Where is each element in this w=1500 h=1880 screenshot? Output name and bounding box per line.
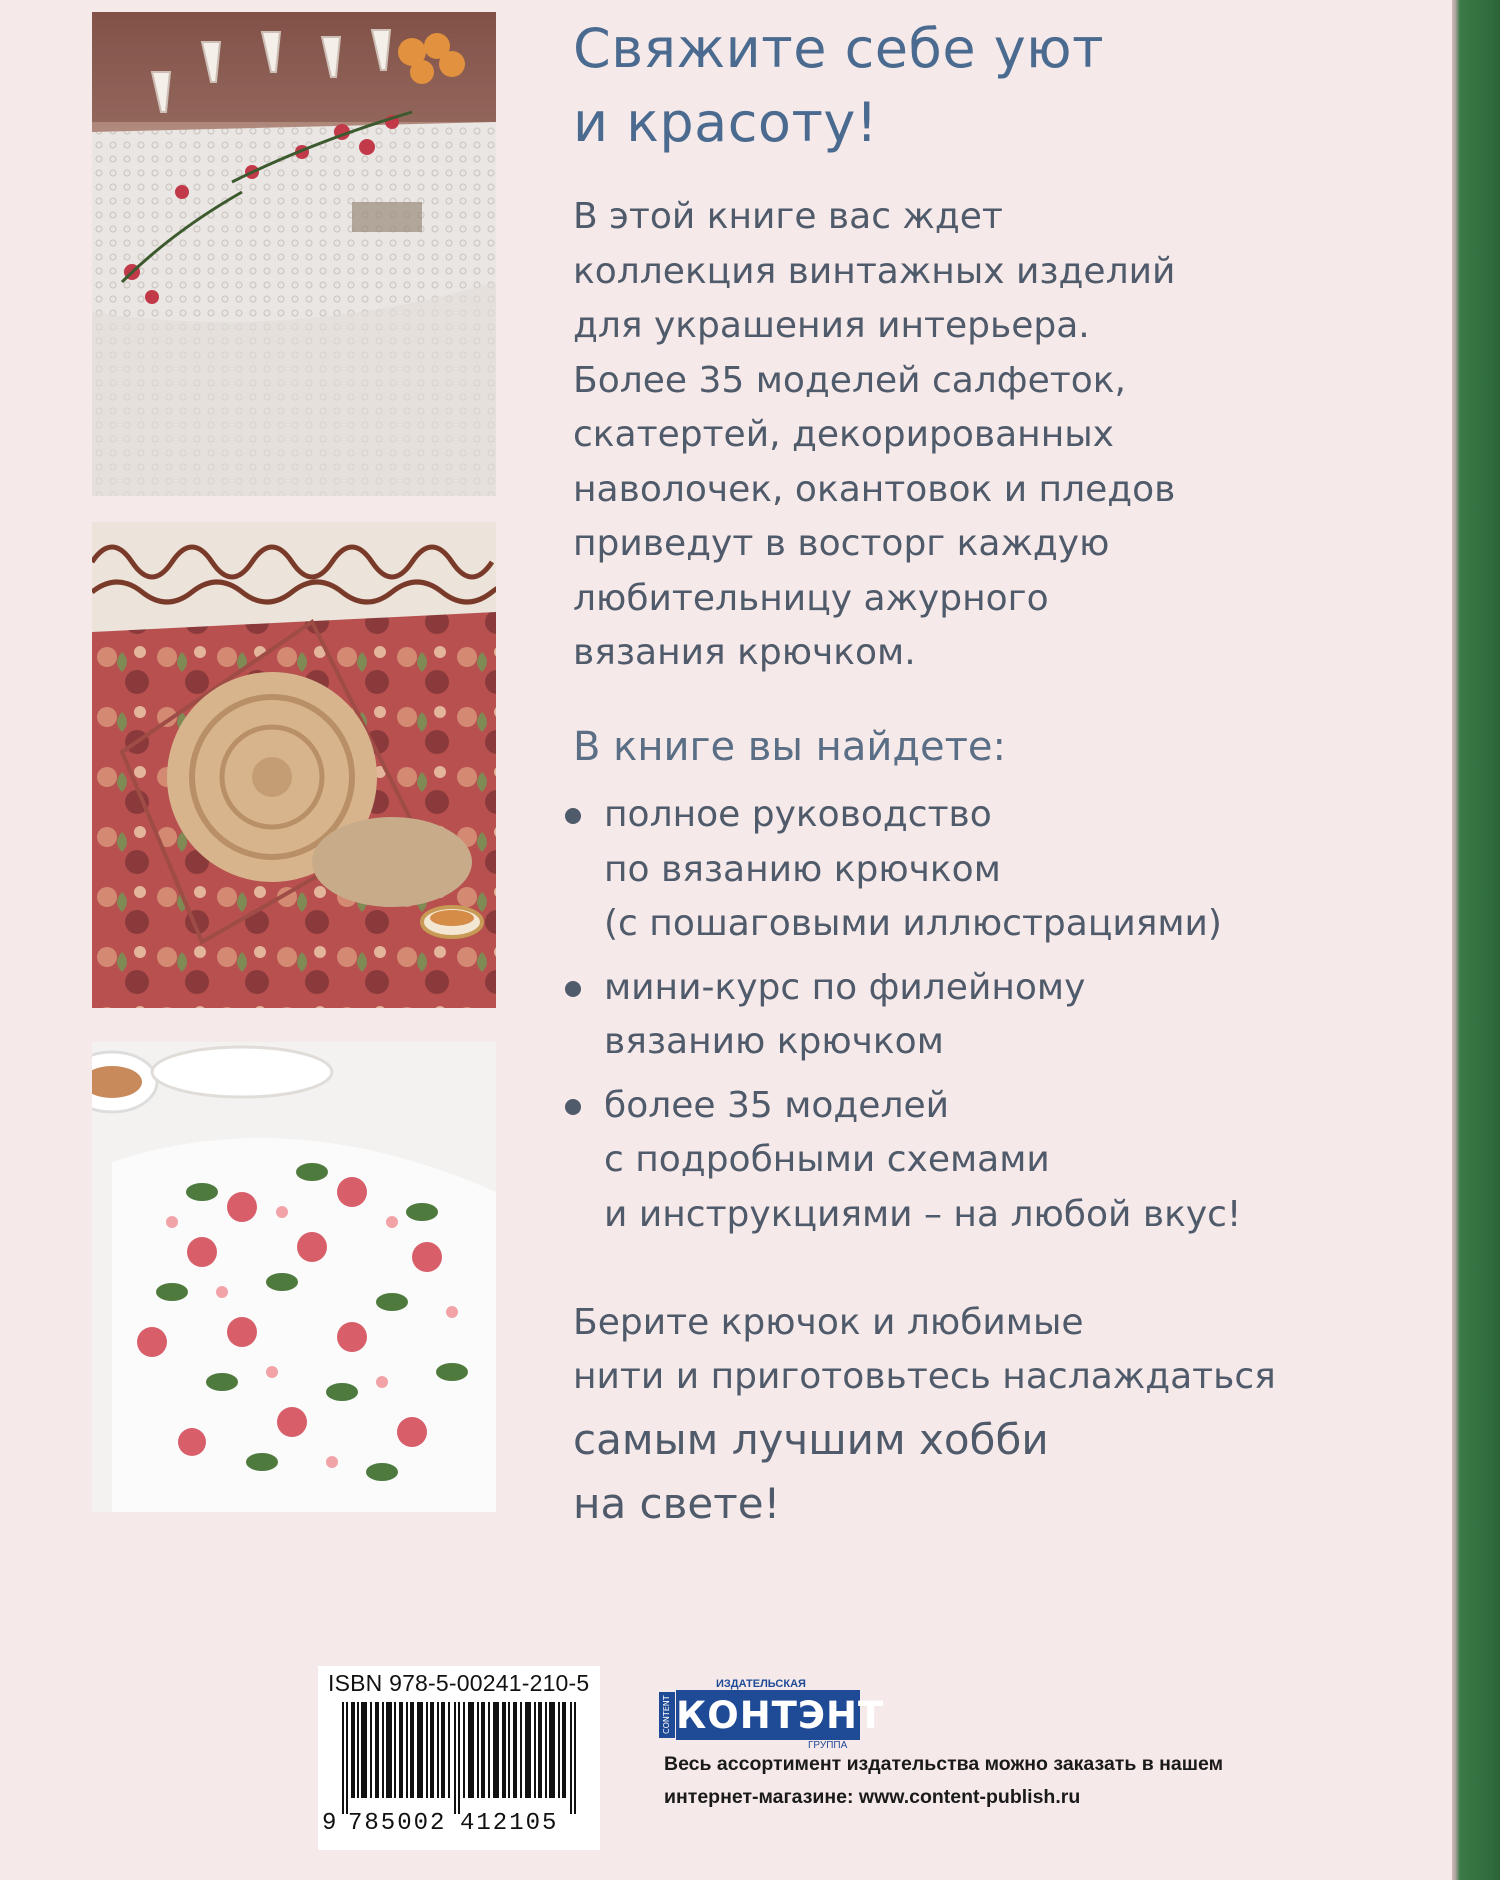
intro-line: для украшения интерьера. — [573, 305, 1090, 346]
intro-line: приведут в восторг каждую — [573, 523, 1110, 564]
barcode-block — [318, 1666, 600, 1850]
closing-line1: Берите крючок и любимые — [573, 1302, 1084, 1343]
photo-pillows — [92, 522, 496, 1008]
intro-line: любительницу ажурного — [573, 577, 1049, 619]
intro-line: Более 35 моделей салфеток, — [573, 359, 1126, 401]
list-item-line: полное руководство — [604, 794, 992, 835]
logo-name: КОНТЭНТ — [676, 1690, 860, 1740]
isbn-text: ISBN 978-5-00241-210-5 — [328, 1670, 590, 1696]
intro-line: вязания крючком. — [573, 632, 916, 673]
intro-line: скатертей, декорированных — [573, 414, 1114, 455]
bullet-icon — [565, 808, 581, 824]
features-list — [560, 788, 1241, 1242]
order-info — [664, 1748, 1223, 1814]
list-item-line: более 35 моделей — [604, 1084, 950, 1126]
logo-bottom-text: ГРУППА — [808, 1740, 848, 1751]
headline-line1: Свяжите себе уют — [573, 17, 1105, 80]
logo-top-text: ИЗДАТЕЛЬСКАЯ — [716, 1678, 806, 1690]
ean-left-group: 785002 — [348, 1810, 447, 1837]
headline — [573, 12, 1433, 160]
ean-first-digit: 9 — [322, 1810, 339, 1837]
closing-line4: на свете! — [573, 1479, 781, 1528]
list-item-line: (с пошаговыми иллюстрациями) — [604, 903, 1222, 944]
list-item-line: по вязанию крючком — [604, 848, 1001, 890]
list-item-line: вязанию крючком — [604, 1021, 944, 1062]
list-item — [560, 961, 1241, 1070]
logo-vertical-text: CONTENT — [659, 1692, 675, 1738]
list-item-line: и инструкциями – на любой вкус! — [604, 1193, 1242, 1235]
bullet-icon — [565, 981, 581, 997]
list-item-line: мини-курс по филейному — [604, 966, 1086, 1008]
ean-right-group: 412105 — [460, 1810, 559, 1837]
intro-line: коллекция винтажных изделий — [573, 250, 1176, 292]
closing-line2: нити и приготовьтесь наслаждаться — [573, 1356, 1276, 1397]
intro-paragraph — [573, 190, 1473, 681]
intro-line: наволочек, окантовок и пледов — [573, 468, 1176, 510]
publisher-logo — [660, 1678, 885, 1751]
order-info-line2: интернет-магазине: www.content-publish.ru — [664, 1786, 1081, 1808]
intro-line: В этой книге вас ждет — [573, 196, 1003, 237]
barcode — [342, 1702, 578, 1814]
closing-line3: самым лучшим хобби — [573, 1415, 1049, 1464]
order-info-line1: Весь ассортимент издательства можно заказать в нашем — [664, 1753, 1224, 1775]
find-heading: В книге вы найдете: — [573, 724, 1006, 770]
photo-tablecloth — [92, 12, 496, 496]
list-item — [560, 1079, 1241, 1243]
bullet-icon — [565, 1099, 581, 1115]
photo-rose-doily — [92, 1042, 496, 1512]
list-item-line: с подробными схемами — [604, 1139, 1050, 1180]
headline-line2: и красоту! — [573, 91, 879, 154]
list-item — [560, 788, 1241, 952]
